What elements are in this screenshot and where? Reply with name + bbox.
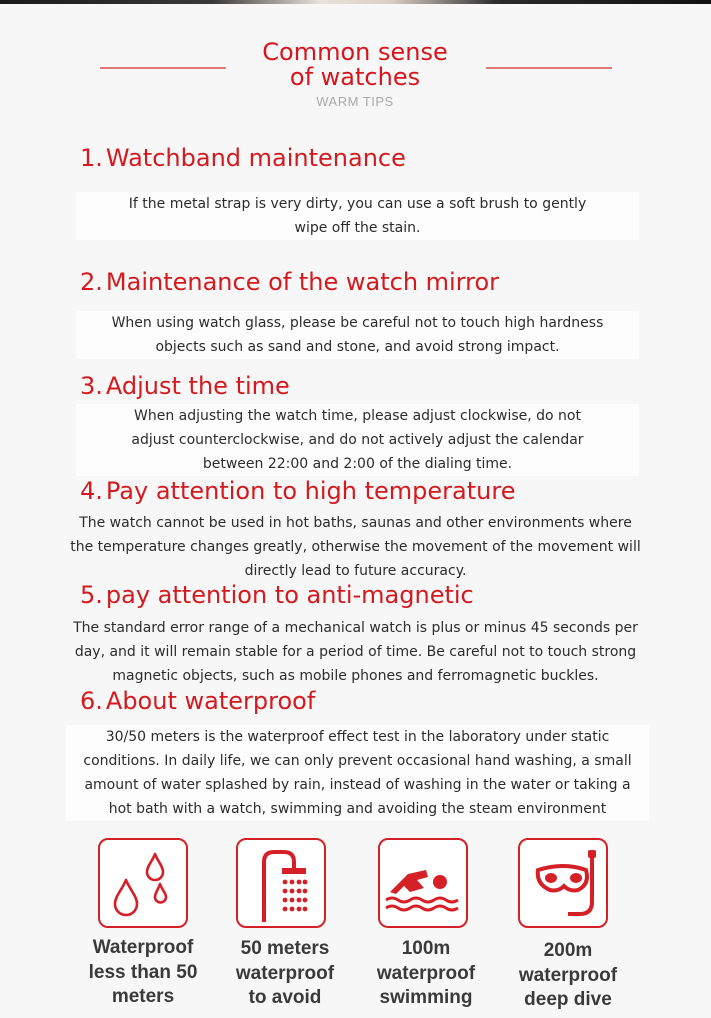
swimming-icon xyxy=(378,838,468,928)
icon-label-waterproof-50 xyxy=(68,936,218,1010)
body-line: between 22:00 and 2:00 of the dialing time. xyxy=(202,456,513,472)
section-title: About waterproof xyxy=(105,687,316,715)
label-line: 100m xyxy=(401,938,451,959)
section-body-waterproof xyxy=(66,725,649,821)
section-number: 5. xyxy=(80,581,103,609)
label-line: 200m xyxy=(543,940,593,961)
top-photo-strip xyxy=(0,0,711,4)
body-line: The standard error range of a mechanical watch is plus or minus 45 seconds per xyxy=(73,620,638,636)
header-rule-right xyxy=(486,67,612,69)
water-drops-icon xyxy=(98,838,188,928)
section-body-watchband xyxy=(76,192,639,240)
section-number: 1. xyxy=(80,144,103,172)
section-title: pay attention to anti-magnetic xyxy=(105,581,474,609)
section-heading-anti-magnetic xyxy=(80,581,474,609)
body-line: the temperature changes greatly, otherwise the movement of the movement will xyxy=(70,539,641,555)
page-subtitle: WARM TIPS xyxy=(316,94,394,109)
body-line: When using watch glass, please be careful not to touch high hardness xyxy=(111,315,604,331)
body-line: The watch cannot be used in hot baths, saunas and other environments where xyxy=(79,515,632,531)
section-title: Adjust the time xyxy=(105,372,290,400)
body-line: wipe off the stain. xyxy=(294,220,421,236)
icon-label-100m xyxy=(351,937,501,1011)
section-number: 2. xyxy=(80,268,103,296)
section-heading-mirror xyxy=(80,268,499,296)
section-heading-temperature xyxy=(80,477,515,505)
header-rule-left xyxy=(100,67,226,69)
icon-label-200m xyxy=(493,939,643,1013)
label-line: Waterproof xyxy=(92,937,194,958)
body-line: amount of water splashed by rain, instead of washing in the water or taking a xyxy=(84,777,631,793)
label-line: waterproof xyxy=(235,962,335,984)
page-title-line1: Common sense xyxy=(262,38,448,66)
section-heading-adjust-time xyxy=(80,372,290,400)
label-line: 50 meters xyxy=(240,938,330,959)
label-line: meters xyxy=(111,986,175,1007)
label-line: to avoid xyxy=(248,987,322,1008)
label-line: waterproof xyxy=(518,964,618,986)
body-line: magnetic objects, such as mobile phones and ferromagnetic buckles. xyxy=(112,668,599,684)
body-line: When adjusting the watch time, please adjust clockwise, do not xyxy=(134,408,581,424)
label-line: less than 50 xyxy=(88,961,198,983)
body-line: adjust counterclockwise, and do not actively adjust the calendar xyxy=(131,432,584,448)
section-number: 6. xyxy=(80,687,103,715)
section-body-adjust-time xyxy=(76,404,639,476)
section-title: Pay attention to high temperature xyxy=(105,477,516,505)
body-line: If the metal strap is very dirty, you can use a soft brush to gently xyxy=(128,196,587,212)
section-heading-waterproof xyxy=(80,687,315,715)
body-line: hot bath with a watch, swimming and avoiding the steam environment xyxy=(108,801,607,817)
section-title: Watchband maintenance xyxy=(105,144,406,172)
section-body-anti-magnetic xyxy=(20,616,691,688)
section-body-temperature xyxy=(20,511,691,583)
section-title: Maintenance of the watch mirror xyxy=(105,268,500,296)
body-line: 30/50 meters is the waterproof effect test in the laboratory under static xyxy=(105,729,610,745)
body-line: day, and it will remain stable for a period of time. Be careful not to touch strong xyxy=(74,644,637,660)
section-number: 4. xyxy=(80,477,103,505)
body-line: conditions. In daily life, we can only prevent occasional hand washing, a small xyxy=(83,753,632,769)
label-line: swimming xyxy=(379,987,473,1008)
icon-label-50-meters xyxy=(210,937,360,1011)
body-line: directly lead to future accuracy. xyxy=(244,563,467,579)
shower-icon xyxy=(236,838,326,928)
page-title-line2: of watches xyxy=(289,63,421,91)
label-line: deep dive xyxy=(524,989,612,1010)
page-title xyxy=(240,40,470,90)
section-heading-watchband xyxy=(80,144,406,172)
label-line: waterproof xyxy=(376,962,476,984)
body-line: objects such as sand and stone, and avoid strong impact. xyxy=(155,339,560,355)
diving-mask-icon xyxy=(518,838,608,928)
section-number: 3. xyxy=(80,372,103,400)
section-body-mirror xyxy=(76,311,639,359)
